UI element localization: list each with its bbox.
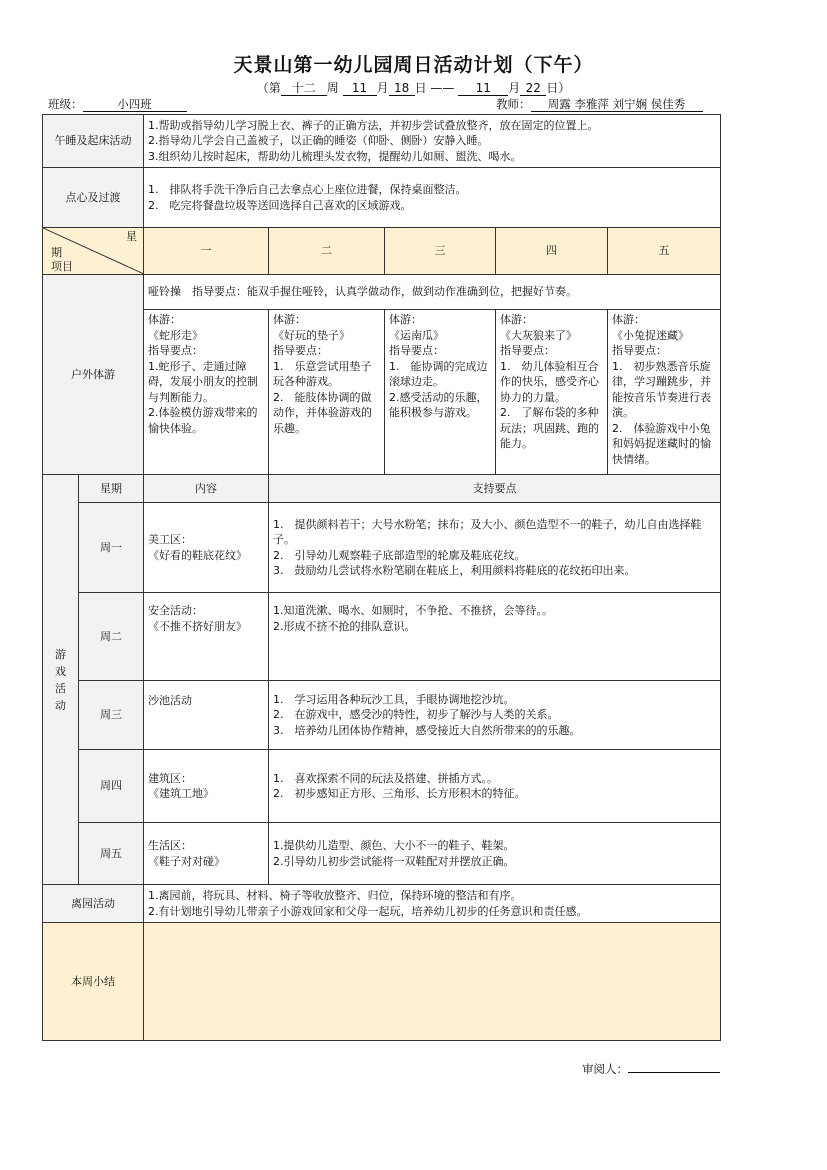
header-day-2: 二 — [269, 228, 385, 275]
games-col-support: 支持要点 — [269, 475, 721, 503]
outdoor-game-name: 《蛇形走》 — [148, 328, 203, 342]
game-support — [269, 681, 721, 750]
game-title: 《好看的鞋底花纹》 — [148, 548, 247, 562]
reviewer-field[interactable] — [628, 1072, 720, 1073]
support-line: 2. 初步感知正方形、三角形、长方形积木的特征。 — [273, 787, 526, 800]
outdoor-line: 指导要点： — [273, 344, 328, 357]
games-col-week: 星期 — [79, 475, 144, 503]
outdoor-day-3 — [385, 310, 496, 475]
summary-row — [43, 923, 721, 1041]
end-month: 11 — [458, 81, 508, 96]
outdoor-line: 指导要点： — [612, 344, 667, 357]
outdoor-line: 1. 幼儿体验相互合作的快乐，感受齐心协力的力量。 — [500, 359, 599, 404]
game-day: 周五 — [79, 823, 144, 885]
start-month: 11 — [343, 81, 377, 96]
game-content — [144, 750, 269, 823]
outdoor-line: 2.体验模仿游戏带来的愉快体验。 — [148, 406, 258, 435]
game-support — [269, 823, 721, 885]
game-title: 《不推不挤好朋友》 — [148, 619, 247, 633]
header-day-3: 三 — [385, 228, 496, 275]
game-title: 《鞋子对对碰》 — [148, 854, 225, 868]
support-line: 1. 喜欢探索不同的玩法及搭建、拼插方式。。 — [273, 771, 498, 785]
outdoor-line: 指导要点： — [500, 344, 555, 357]
game-row-tue — [43, 593, 721, 681]
class-label: 班级： — [48, 97, 83, 111]
game-day: 周四 — [79, 750, 144, 823]
teacher-names: 周露 李雅萍 刘宁娴 侯佳秀 — [531, 97, 703, 112]
class-value: 小四班 — [83, 97, 187, 112]
outdoor-line: 指导要点： — [148, 344, 203, 357]
snack-label: 点心及过渡 — [43, 168, 144, 228]
snack-content — [144, 168, 721, 228]
support-line: 2. 引导幼儿观察鞋子底部造型的轮廓及鞋底花纹。 — [273, 548, 526, 562]
header-day-1: 一 — [144, 228, 269, 275]
game-content — [144, 593, 269, 681]
week-number: 十二 — [281, 81, 327, 96]
game-content — [144, 503, 269, 593]
support-line: 2.引导幼儿初步尝试能将一双鞋配对并摆放正确。 — [273, 854, 515, 868]
week-word: 周 — [326, 81, 339, 95]
games-label — [43, 475, 79, 885]
outdoor-game-name: 《好玩的垫子》 — [273, 328, 350, 342]
game-support — [269, 750, 721, 823]
outdoor-day-1 — [144, 310, 269, 475]
game-area: 沙池活动 — [148, 694, 192, 707]
nap-label: 午睡及起床活动 — [43, 115, 144, 168]
nap-line: 3.组织幼儿按时起床，帮助幼儿梳理头发衣物，提醒幼儿如厕、盥洗、喝水。 — [148, 149, 522, 163]
leave-line: 1.离园前，将玩具、材料、椅子等收放整齐、归位，保持环境的整洁和有序。 — [148, 889, 522, 902]
game-row-wed — [43, 681, 721, 750]
summary-content[interactable] — [144, 923, 721, 1041]
month-word: 月 — [376, 81, 389, 95]
dumbbell-exercise: 哑铃操 指导要点：能双手握住哑铃，认真学做动作，做到动作准确到位，把握好节奏。 — [144, 275, 721, 310]
nap-line: 1.帮助或指导幼儿学习脱上衣、裤子的正确方法，并初步尝试叠放整齐，放在固定的位置上。 — [148, 118, 599, 132]
support-line: 2.形成不挤不抢的排队意识。 — [273, 619, 416, 633]
date-dash: —— — [430, 81, 455, 95]
outdoor-line: 体游： — [148, 313, 181, 326]
nap-content — [144, 115, 721, 168]
game-day: 周一 — [79, 503, 144, 593]
outdoor-day-5 — [608, 310, 721, 475]
support-line: 1.知道洗漱、喝水、如厕时，不争抢、不推挤，会等待。。 — [273, 604, 553, 617]
outdoor-line: 2. 能肢体协调的做动作，并体验游戏的乐趣。 — [273, 390, 372, 435]
support-line: 3. 培养幼儿团体协作精神，感受接近大自然所带来的的乐趣。 — [273, 723, 581, 737]
outdoor-line: 2.感受活动的乐趣，能积极参与游戏。 — [389, 390, 488, 419]
outdoor-line: 体游： — [273, 313, 306, 326]
snack-line: 1. 排队将手洗干净后自己去拿点心上座位进餐，保持桌面整洁。 — [148, 183, 467, 196]
outdoor-line: 指导要点： — [389, 344, 444, 357]
nap-row — [43, 115, 721, 168]
header-day-5: 五 — [608, 228, 721, 275]
diag-item-label: 项目 — [51, 260, 73, 273]
game-content — [144, 681, 269, 750]
outdoor-line: 1. 能协调的完成边滚球边走。 — [389, 359, 488, 388]
snack-row — [43, 168, 721, 228]
weekday-header-row — [43, 228, 721, 275]
reviewer-label: 审阅人： — [582, 1062, 628, 1076]
outdoor-line: 2. 了解布袋的多种玩法；巩固跳、跑的能力。 — [500, 406, 599, 450]
leave-row — [43, 885, 721, 923]
support-line: 3. 鼓励幼儿尝试将水粉笔刷在鞋底上，利用颜料将鞋底的花纹拓印出来。 — [273, 564, 636, 577]
diagonal-header — [43, 228, 144, 275]
games-col-content: 内容 — [144, 475, 269, 503]
support-line: 1.提供幼儿造型、颜色、大小不一的鞋子、鞋架。 — [273, 839, 515, 852]
outdoor-line: 2. 体验游戏中小兔和妈妈捉迷藏时的愉快情绪。 — [612, 421, 711, 466]
support-line: 2. 在游戏中，感受沙的特性，初步了解沙与人类的关系。 — [273, 708, 559, 722]
day-word: 日 — [414, 81, 427, 95]
game-area: 安全活动： — [148, 604, 203, 617]
outdoor-game-name: 《运南瓜》 — [389, 328, 444, 342]
day-word: 日） — [546, 81, 571, 95]
start-day: 18 — [389, 81, 415, 96]
game-row-mon — [43, 503, 721, 593]
game-day: 周二 — [79, 593, 144, 681]
dumbbell-row — [43, 275, 721, 310]
outdoor-games-row — [43, 310, 721, 475]
game-day: 周三 — [79, 681, 144, 750]
teacher-info — [496, 96, 703, 112]
snack-line: 2. 吃完将餐盘垃圾等送回选择自己喜欢的区域游戏。 — [148, 198, 412, 212]
leave-content — [144, 885, 721, 923]
game-row-fri — [43, 823, 721, 885]
subtitle-open: （第 — [256, 81, 281, 95]
reviewer-signature — [582, 1061, 720, 1077]
game-support — [269, 503, 721, 593]
outdoor-day-4 — [496, 310, 608, 475]
end-day: 22 — [520, 81, 546, 96]
outdoor-line: 1. 初步熟悉音乐旋律，学习蹦跳步，并能按音乐节奏进行表演。 — [612, 359, 711, 419]
outdoor-day-2 — [269, 310, 385, 475]
header-day-4: 四 — [496, 228, 608, 275]
game-content — [144, 823, 269, 885]
game-area: 美工区： — [148, 533, 192, 546]
game-row-thu — [43, 750, 721, 823]
date-range — [0, 79, 827, 96]
outdoor-game-name: 《大灰狼来了》 — [500, 328, 577, 342]
outdoor-game-name: 《小兔捉迷藏》 — [612, 328, 689, 342]
game-support — [269, 593, 721, 681]
game-area: 建筑区： — [148, 771, 192, 785]
leave-label: 离园活动 — [43, 885, 144, 923]
games-header-row — [43, 475, 721, 503]
outdoor-line: 体游： — [500, 313, 533, 326]
leave-line: 2.有计划地引导幼儿带亲子小游戏回家和父母一起玩，培养幼儿初步的任务意识和责任感。 — [148, 904, 588, 918]
outdoor-line: 体游： — [612, 313, 645, 326]
class-info — [48, 96, 187, 112]
diag-period-label: 期 — [51, 246, 62, 259]
support-line: 1. 学习运用各种玩沙工具，手眼协调地挖沙坑。 — [273, 692, 515, 706]
summary-label: 本周小结 — [43, 923, 144, 1041]
outdoor-line: 1.蛇形子、走通过障碍，发展小朋友的控制与判断能力。 — [148, 359, 258, 404]
activity-plan-table — [42, 114, 721, 1041]
teacher-label: 教师： — [496, 97, 531, 111]
outdoor-label: 户外体游 — [43, 275, 144, 475]
game-area: 生活区： — [148, 839, 192, 852]
diag-weekday-label: 星 — [126, 230, 137, 243]
support-line: 1. 提供颜料若干；大号水粉笔；抹布；及大小、颜色造型不一的鞋子，幼儿自由选择鞋子。 — [273, 517, 702, 546]
outdoor-line: 体游： — [389, 313, 422, 326]
games-label-text: 游戏活动 — [55, 647, 66, 712]
outdoor-line: 1. 乐意尝试用垫子玩各种游戏。 — [273, 359, 372, 388]
page-title: 天景山第一幼儿园周日活动计划（下午） — [233, 54, 594, 76]
month-word: 月 — [508, 81, 521, 95]
nap-line: 2.指导幼儿学会自己盖被子，以正确的睡姿（仰卧、侧卧）安静入睡。 — [148, 134, 489, 148]
game-title: 《建筑工地》 — [148, 787, 214, 800]
